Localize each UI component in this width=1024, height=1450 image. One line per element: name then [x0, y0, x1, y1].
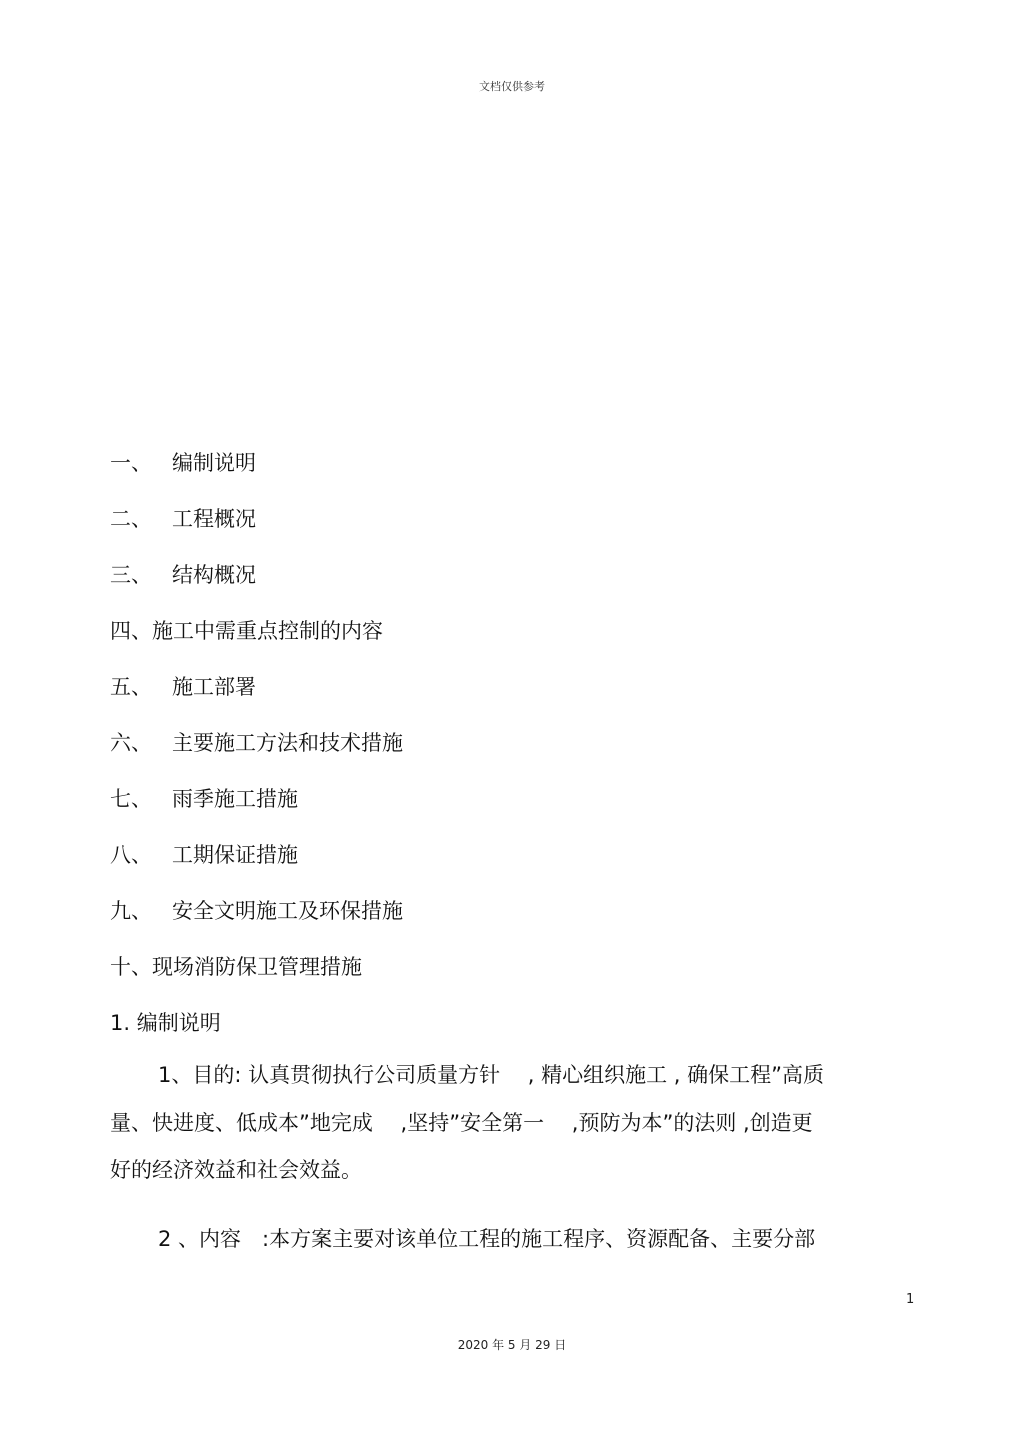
toc-item-label: 工程概况 [172, 507, 256, 531]
toc-item [110, 670, 403, 726]
section-heading: 1. 编制说明 [110, 1011, 221, 1035]
paragraph-line: 量、快进度、低成本”地完成 ,坚持”安全第一 ,预防为本”的法则 ,创造更 [110, 1110, 813, 1135]
toc-item-number: 七、 [110, 787, 152, 811]
toc-item-label: 编制说明 [172, 451, 256, 475]
toc-item [110, 838, 403, 894]
toc-item-label: 主要施工方法和技术措施 [172, 731, 403, 755]
toc-item-number: 八、 [110, 843, 152, 867]
toc-item-label: 雨季施工措施 [172, 787, 298, 811]
toc-item [110, 502, 403, 558]
toc-item-number: 三、 [110, 563, 152, 587]
toc-item [110, 614, 403, 670]
paragraph-line: 1、目的: 认真贯彻执行公司质量方针 , 精心组织施工 , 确保工程”高质 [158, 1063, 825, 1087]
toc-item-number: 一、 [110, 451, 152, 475]
toc-item-label: 工期保证措施 [172, 843, 298, 867]
toc-item [110, 950, 403, 1006]
toc-item-label: 施工中需重点控制的内容 [152, 619, 383, 643]
toc-item [110, 782, 403, 838]
header-note: 文档仅供参考 [479, 80, 545, 93]
paragraph-line: 2 、内容 :本方案主要对该单位工程的施工程序、资源配备、主要分部 [158, 1227, 816, 1251]
toc-item-label: 结构概况 [172, 563, 256, 587]
paragraph-line: 好的经济效益和社会效益。 [110, 1158, 362, 1182]
toc-item [110, 558, 403, 614]
toc-item-label: 施工部署 [172, 675, 256, 699]
toc-item-number: 四、 [110, 619, 152, 643]
footer-date: 2020 年 5 月 29 日 [457, 1338, 567, 1352]
toc-item-label: 现场消防保卫管理措施 [152, 955, 362, 979]
toc-item [110, 726, 403, 782]
toc-item [110, 894, 403, 950]
paragraph-content [110, 1216, 900, 1264]
toc-item [110, 446, 403, 502]
paragraph-purpose [110, 1052, 900, 1195]
toc-item-number: 九、 [110, 899, 152, 923]
toc-item-number: 六、 [110, 731, 152, 755]
toc-item-number: 五、 [110, 675, 152, 699]
toc-item-label: 安全文明施工及环保措施 [172, 899, 403, 923]
page-number: 1 [906, 1292, 915, 1307]
table-of-contents [110, 446, 403, 1006]
toc-item-number: 二、 [110, 507, 152, 531]
toc-item-number: 十、 [110, 955, 152, 979]
